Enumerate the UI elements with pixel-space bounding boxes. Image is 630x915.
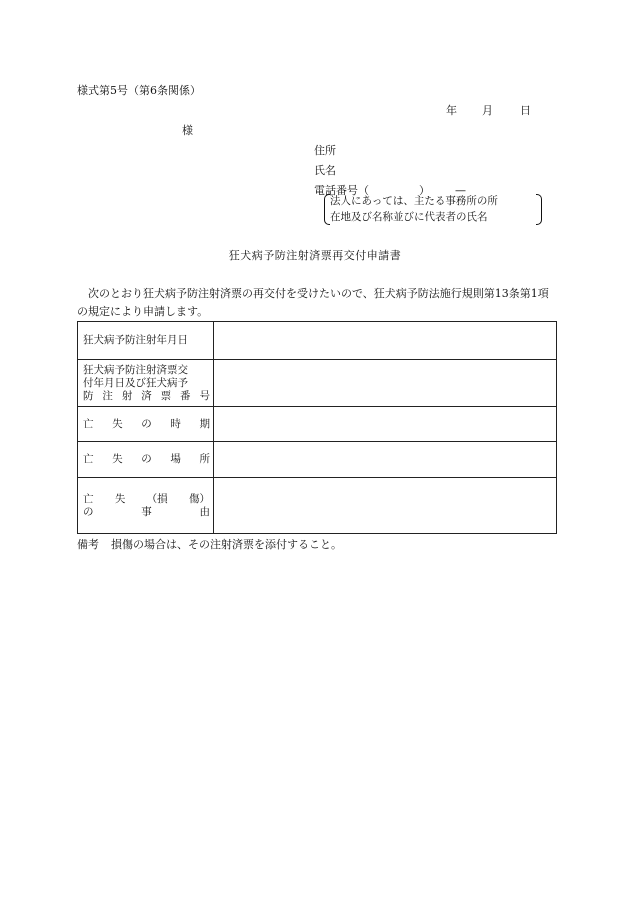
applicant-block: [314, 141, 466, 201]
addressee-suffix: 様: [182, 124, 193, 137]
char: 亡: [83, 417, 94, 430]
char: 失: [112, 417, 123, 430]
tag-info-line1: 狂犬病予防注射済票交: [83, 363, 188, 376]
char: 票: [160, 389, 172, 402]
char: 防: [83, 389, 94, 402]
char: 事: [141, 505, 152, 518]
remarks: [77, 539, 342, 550]
phone-close: ）: [419, 184, 430, 197]
vaccination-date-label: 狂犬病予防注射年月日: [78, 322, 214, 360]
table-row: [78, 322, 557, 360]
char: 時: [170, 417, 181, 430]
loss-reason-label: [78, 478, 214, 534]
remarks-text: 損傷の場合は、その注射済票を添付すること。: [111, 538, 342, 551]
application-table: [77, 321, 557, 534]
char: 済: [141, 389, 152, 402]
char: 場: [170, 453, 181, 466]
char: 射: [121, 389, 133, 402]
char: 注: [102, 389, 113, 402]
year-label: 年: [446, 104, 457, 117]
right-bracket: [536, 194, 542, 225]
corporate-note-line2: 在地及び名称並びに代表者の氏名: [330, 211, 488, 223]
day-label: 日: [520, 104, 531, 117]
corporate-note: [330, 193, 538, 225]
char: 亡: [83, 492, 94, 505]
table-row: [78, 407, 557, 442]
loss-place-label: [78, 442, 214, 478]
char: 傷）: [188, 492, 210, 505]
tag-info-label: [78, 360, 214, 407]
char: （損: [146, 492, 168, 505]
table-row: [78, 360, 557, 407]
body-text: 次のとおり狂犬病予防注射済票の再交付を受けたいので、狂犬病予防法施行規則第13条第1項の規定により申請します。: [77, 287, 549, 318]
loss-date-field[interactable]: [214, 407, 557, 442]
tag-info-line3: [83, 390, 210, 403]
address-label: 住所: [314, 144, 336, 157]
vaccination-date-field[interactable]: [214, 322, 557, 360]
table-row: [78, 478, 557, 534]
left-bracket: [324, 194, 330, 225]
remarks-label: 備考: [77, 538, 99, 551]
char: 由: [199, 505, 210, 518]
char: 番: [180, 389, 191, 402]
month-label: 月: [482, 104, 493, 117]
name-label: 氏名: [314, 164, 336, 177]
char: の: [141, 417, 152, 430]
char: の: [83, 505, 94, 518]
char: 号: [199, 389, 210, 402]
document-title: 狂犬病予防注射済票再交付申請書: [228, 249, 402, 262]
char: 所: [199, 453, 210, 466]
tag-info-field[interactable]: [214, 360, 557, 407]
loss-reason-field[interactable]: [214, 478, 557, 534]
char: 失: [114, 492, 126, 505]
char: の: [141, 453, 152, 466]
loss-date-label: [78, 407, 214, 442]
form-number: 様式第5号（第6条関係）: [77, 84, 201, 97]
phone-dash: —: [455, 184, 466, 197]
char: 失: [112, 453, 123, 466]
char: 亡: [83, 453, 94, 466]
date-line: [446, 105, 531, 116]
table-row: [78, 442, 557, 478]
corporate-note-line1: 法人にあっては、主たる事務所の所: [330, 195, 498, 207]
tag-info-line2: 付年月日及び狂犬病予: [83, 376, 188, 389]
phone-label: 電話番号（: [314, 184, 369, 197]
char: 期: [199, 417, 210, 430]
loss-place-field[interactable]: [214, 442, 557, 478]
